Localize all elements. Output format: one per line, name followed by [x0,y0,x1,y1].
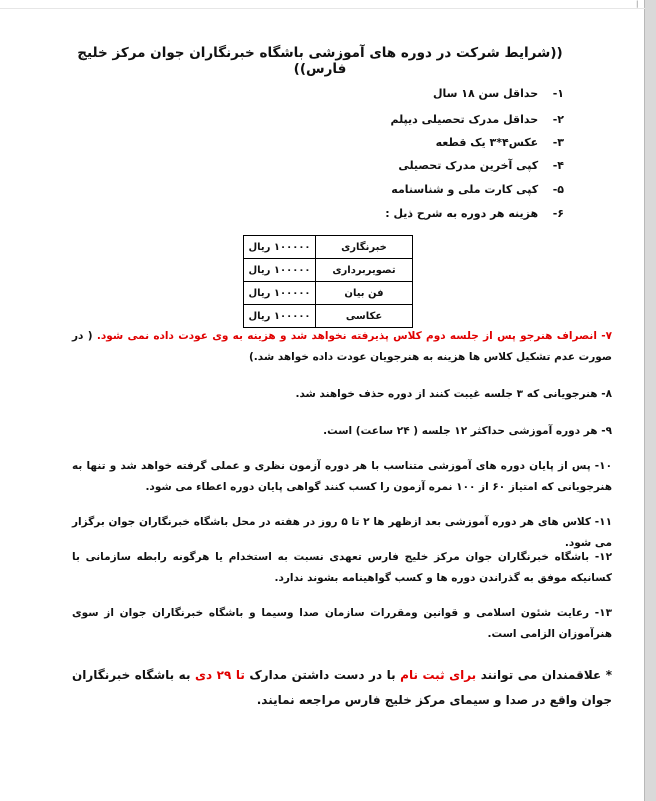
table-row [244,282,413,305]
requirement-text: حداقل سن ۱۸ سال [432,87,539,100]
requirement-number: ۶- [552,207,564,220]
course-fee-cell: ۱۰۰۰۰۰ ریال [244,259,316,282]
requirement-text: عکس۴*۳ یک قطعه [435,136,539,149]
course-fee-cell: ۱۰۰۰۰۰ ریال [244,282,316,305]
requirement-number: ۴- [552,159,564,172]
requirement-item [204,183,564,196]
requirement-item [204,159,564,172]
page-corner-mark: | [636,0,639,8]
course-name-cell: خبرنگاری [316,236,413,259]
requirement-item [204,87,564,100]
rule-7-paragraph [72,326,612,368]
requirement-number: ۵- [552,183,564,196]
requirement-text: کپی آخرین مدرک تحصیلی [398,159,539,172]
requirement-text: هزینه هر دوره به شرح ذیل : [385,207,539,220]
requirement-number: ۳- [552,136,564,149]
rule-7-note: ( در صورت عدم تشکیل کلاس ها هزینه به هنرجویان عودت داده خواهد شد.) [72,330,612,363]
requirement-number: ۲- [552,113,564,126]
course-name-cell: عکاسی [316,305,413,328]
fee-table [243,235,413,328]
notice-highlight: برای ثبت نام [400,668,477,682]
requirement-text: حداقل مدرک تحصیلی دیپلم [390,113,539,126]
course-fee-cell: ۱۰۰۰۰۰ ریال [244,305,316,328]
rule-12-paragraph: ۱۲- باشگاه خبرنگاران جوان مرکز خلیج فارس تعهدی نسبت به استخدام یا هرگونه رابطه سازمانی با کسانیکه موفق به گذراندن دوره ها و کسب گواهینامه بشوند ندارد. [72,551,612,584]
notice-deadline: تا ۲۹ دی [194,668,245,682]
registration-notice [72,663,612,713]
rule-7-warning: ۷- انصراف هنرجو پس از جلسه دوم کلاس پذیرفته نخواهد شد و هزینه به وی عودت داده نمی شود. [96,330,613,342]
notice-text: با در دست داشتن مدارک [244,668,401,682]
notice-text: * علاقمندان می توانند [476,668,612,682]
rule-9-paragraph: ۹- هر دوره آموزشی حداکثر ۱۲ جلسه ( ۲۴ ساعت) است. [323,425,612,437]
rule-13-paragraph: ۱۳- رعایت شئون اسلامی و قوانین ومقررات سازمان صدا وسیما و باشگاه خبرنگاران جوان از سوی هنرآموزان الزامی است. [72,607,612,640]
course-name-cell: تصویربرداری [316,259,413,282]
course-name-cell: فن بیان [316,282,413,305]
course-fee-cell: ۱۰۰۰۰۰ ریال [244,236,316,259]
document-title: ((شرایط شرکت در دوره های آموزشی باشگاه خبرنگاران جوان مرکز خلیج فارس)) [77,45,563,77]
rule-11-paragraph: ۱۱- کلاس های هر دوره آموزشی بعد ازظهر ها ۲ تا ۵ روز در هفته در محل باشگاه خبرنگاران جوان برگزار می شود. [72,516,612,549]
notice-text: به باشگاه خبرنگاران جوان واقع در صدا و سیمای مرکز خلیج فارس مراجعه نمایند. [72,668,612,707]
requirement-item [204,207,564,220]
requirement-item [204,113,564,126]
requirement-number: ۱- [552,87,564,100]
table-row [244,236,413,259]
table-row [244,259,413,282]
top-rule [0,8,645,9]
rule-10-paragraph: ۱۰- پس از پایان دوره های آموزشی متناسب با هر دوره آزمون نظری و عملی گرفته خواهد شد و تنها به هنرجویانی که امتیاز ۶۰ از ۱۰۰ نمره آزمون را کسب کنند گواهی پایان دوره اعطاء می شود. [72,460,612,493]
requirement-text: کپی کارت ملی و شناسنامه [391,183,539,196]
table-row [244,305,413,328]
requirement-item [204,136,564,149]
rule-8-paragraph: ۸- هنرجویانی که ۳ جلسه غیبت کنند از دوره حذف خواهند شد. [295,388,612,400]
